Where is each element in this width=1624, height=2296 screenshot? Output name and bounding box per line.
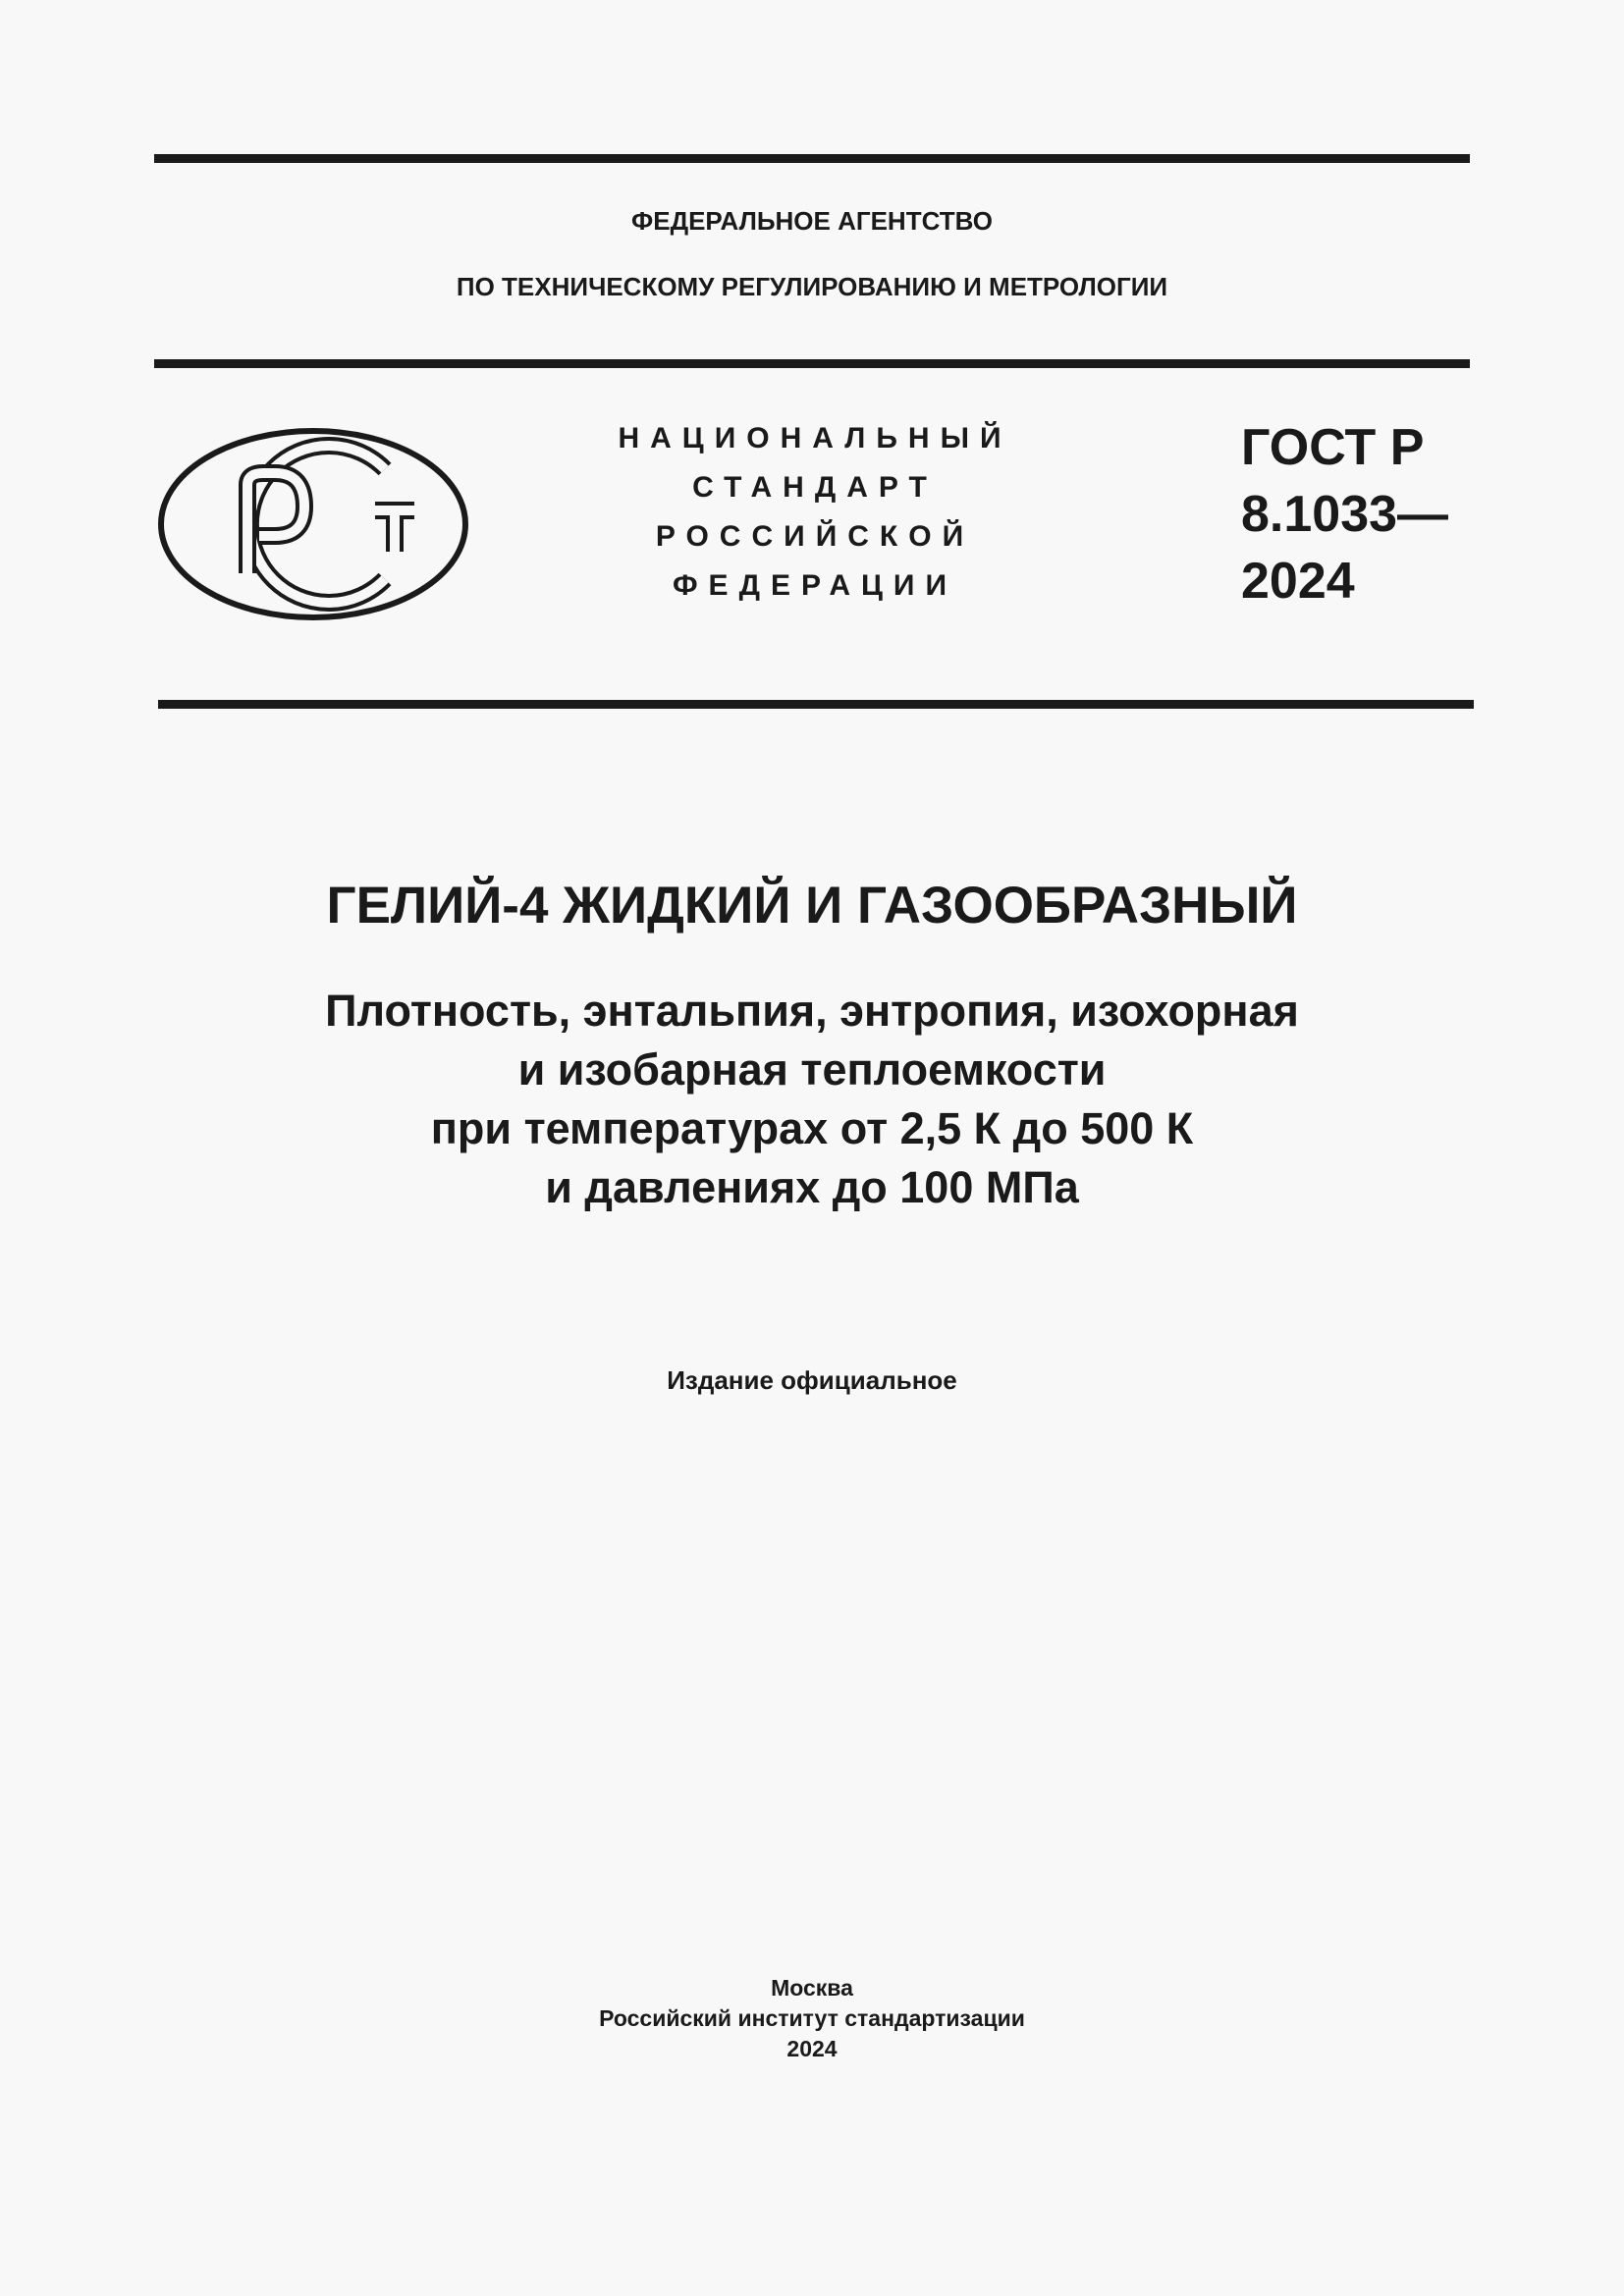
- national-line: СТАНДАРТ: [692, 471, 938, 504]
- header-divider-rule: [154, 359, 1470, 368]
- gost-designation: [1241, 414, 1448, 614]
- standard-block-bottom-rule: [158, 700, 1474, 709]
- imprint: [154, 1973, 1470, 2064]
- agency-name-line1: ФЕДЕРАЛЬНОЕ АГЕНТСТВО: [631, 206, 993, 236]
- national-standard-label: [560, 414, 1070, 611]
- document-subtitle: [154, 982, 1470, 1217]
- gost-line: 2024: [1241, 553, 1355, 610]
- subtitle-line: при температурах от 2,5 К до 500 К: [430, 1103, 1194, 1153]
- agency-name-line2: ПО ТЕХНИЧЕСКОМУ РЕГУЛИРОВАНИЮ И МЕТРОЛОГИИ: [456, 272, 1168, 301]
- subtitle-line: и давлениях до 100 МПа: [545, 1162, 1079, 1212]
- edition-note: Издание официальное: [667, 1365, 957, 1395]
- rst-certification-mark-icon: [157, 426, 469, 622]
- subtitle-line: Плотность, энтальпия, энтропия, изохорная: [325, 986, 1299, 1036]
- gost-line: 8.1033—: [1241, 486, 1449, 543]
- national-line: РОССИЙСКОЙ: [655, 520, 975, 553]
- national-line: НАЦИОНАЛЬНЫЙ: [618, 422, 1012, 454]
- gost-line: ГОСТ Р: [1241, 419, 1425, 476]
- top-rule: [154, 154, 1470, 163]
- imprint-city: Москва: [771, 1975, 853, 2001]
- imprint-year: 2024: [786, 2036, 838, 2061]
- imprint-publisher: Российский институт стандартизации: [599, 2005, 1025, 2031]
- subtitle-line: и изобарная теплоемкости: [517, 1044, 1107, 1095]
- document-title: ГЕЛИЙ-4 ЖИДКИЙ И ГАЗООБРАЗНЫЙ: [326, 877, 1298, 934]
- national-line: ФЕДЕРАЦИИ: [672, 569, 958, 602]
